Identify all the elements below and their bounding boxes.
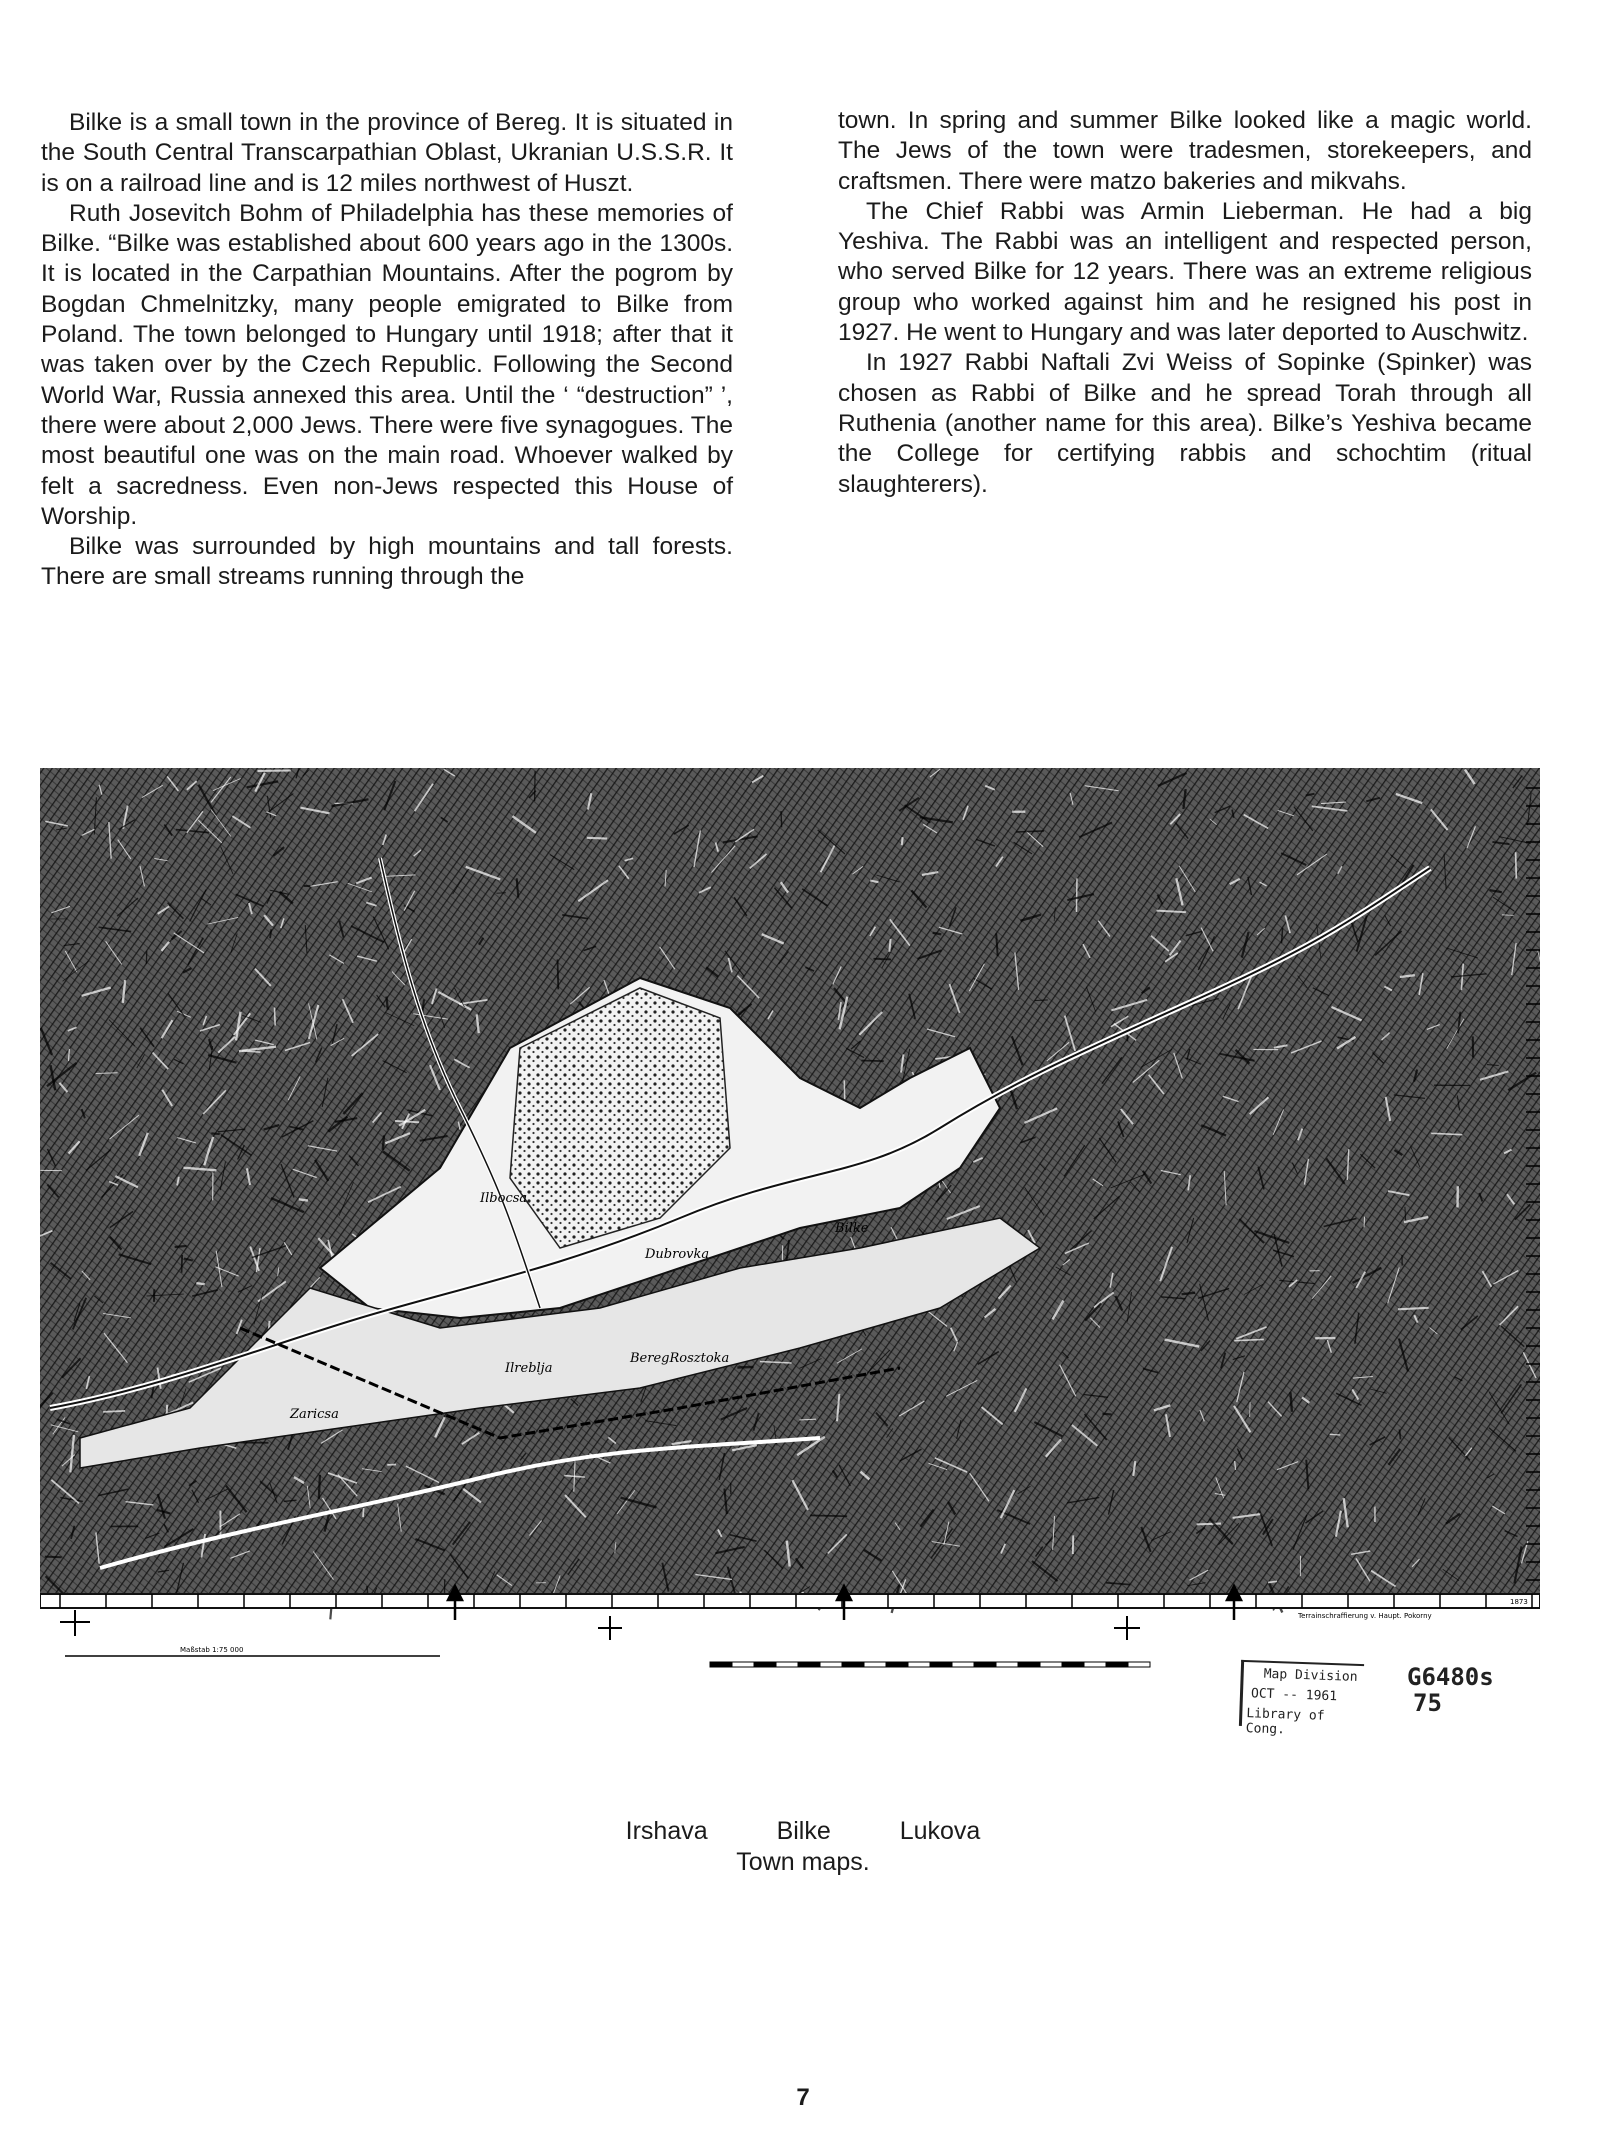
- caption-town-bilke: Bilke: [776, 1817, 831, 1845]
- map-label-bilke: Bilke: [835, 1221, 869, 1236]
- map-label-zaricsa: Zaricsa: [290, 1407, 339, 1422]
- library-stamp: [1239, 1660, 1364, 1738]
- scale-label-left: Maßstab 1:75 000: [180, 1646, 244, 1654]
- catalog-number-sub: 75: [1413, 1689, 1442, 1717]
- catalog-number: [1407, 1664, 1494, 1716]
- map-label-bereg-rosztoka: BeregRosztoka: [630, 1351, 730, 1366]
- paragraph-intro: Bilke is a small town in the province of Bereg. It is situated in the South Central Transcarpathian Oblast, Ukranian U.S.S.R. It is on a railroad line and is 12 miles northwest of Huszt.: [41, 109, 733, 197]
- map-credit: Terrainschraffierung v. Haupt. Pokorny: [1298, 1612, 1432, 1620]
- map-bottom-frame: [40, 1594, 1540, 1608]
- map-label-ilbocsa: Ilbocsa: [480, 1191, 528, 1206]
- right-text-column: [838, 106, 1532, 500]
- stamp-line-1: Map Division: [1263, 1666, 1358, 1685]
- caption-town-irshava: Irshava: [625, 1817, 708, 1845]
- paragraph-chief-rabbi: The Chief Rabbi was Armin Lieberman. He had a big Yeshiva. The Rabbi was an intelligent and respected person, who served Bilke for 12 years. There was an extreme religious group who worked against him and he resigned his post in 1927. He went to Hungary and was later deported to Auschwitz.: [838, 197, 1532, 347]
- catalog-number-main: G6480s: [1407, 1663, 1494, 1691]
- caption-town-names: [0, 1817, 1606, 1846]
- paragraph-memories: Ruth Josevitch Bohm of Philadelphia has these memories of Bilke. “Bilke was established about 600 years ago in the 1300s. It is located in the Carpathian Mountains. After the pogrom by Bogdan Chmelnitzky, many people emigrated to Bilke from Poland. The town belonged to Hungary until 1918; after that it was taken over by the Czech Republic. Following the Second World War, Russia annexed this area. Until the ‘ “destruction” ’, there were about 2,000 Jews. There were five synagogues. The most beautiful one was on the main road. Whoever walked by felt a sacredness. Even non-Jews respected this House of Worship.: [41, 199, 733, 530]
- paragraph-surroundings: Bilke was surrounded by high mountains and tall forests. There are small streams running through the: [41, 533, 733, 591]
- paragraph-new-rabbi: In 1927 Rabbi Naftali Zvi Weiss of Sopinke (Spinker) was chosen as Rabbi of Bilke and he spread Torah through all Ruthenia (another name for this area). Bilke’s Yeshiva became the College for certifying rabbis and schochtim (ritual slaughterers).: [838, 349, 1532, 498]
- stamp-line-3: Library of Cong.: [1245, 1706, 1325, 1738]
- page-number: 7: [796, 2084, 810, 2111]
- stamp-line-2: OCT -- 1961: [1250, 1686, 1338, 1705]
- caption-subtitle: Town maps.: [736, 1848, 870, 1876]
- caption-town-lukova: Lukova: [899, 1817, 981, 1845]
- left-text-column: [41, 108, 733, 593]
- topographic-map: [40, 748, 1540, 1674]
- map-sheet-corner: 1873: [1510, 1598, 1528, 1606]
- map-label-dubrovka: Dubrovka: [645, 1247, 710, 1262]
- map-scale-bar: [710, 1662, 1150, 1667]
- map-label-ilreblja: Ilreblja: [505, 1361, 553, 1376]
- paragraph-town-life: town. In spring and summer Bilke looked like a magic world. The Jews of the town were tradesmen, storekeepers, and craftsmen. There were matzo bakeries and mikvahs.: [838, 107, 1532, 195]
